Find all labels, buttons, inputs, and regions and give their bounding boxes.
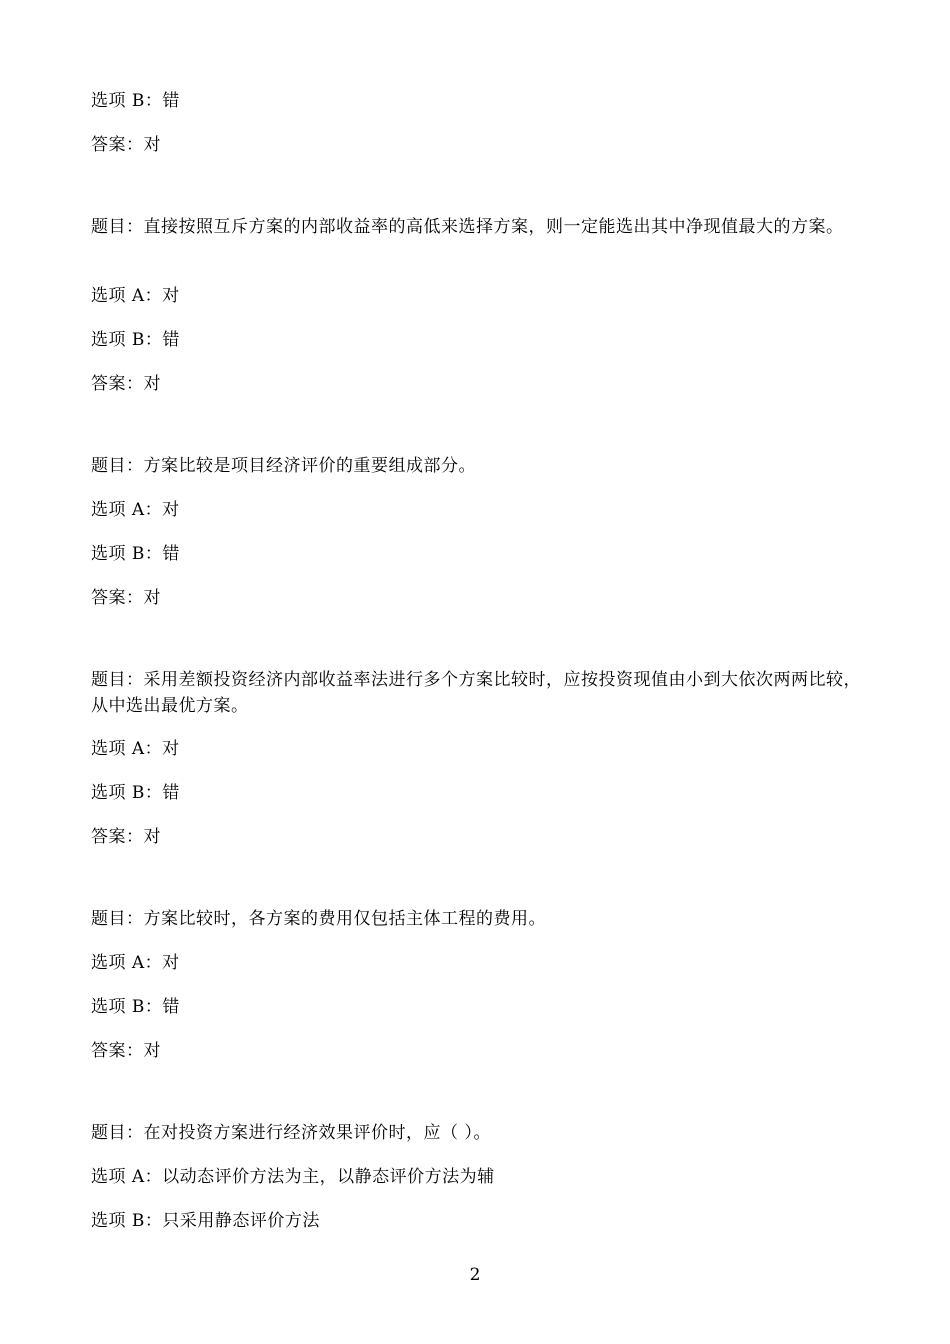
- question: 题目：采用差额投资经济内部收益率法进行多个方案比较时，应按投资现值由小到大依次两两比较，从中选出最优方案。: [91, 670, 861, 716]
- option-b: 选项 B：错: [91, 997, 180, 1017]
- option-a: 选项 A：以动态评价方法为主，以静态评价方法为辅: [91, 1167, 495, 1187]
- option-a: 选项 A：对: [91, 286, 180, 306]
- answer: 答案：对: [91, 135, 161, 155]
- option-b: 选项 B：错: [91, 544, 180, 564]
- question: 题目：直接按照互斥方案的内部收益率的高低来选择方案，则一定能选出其中净现值最大的方案。: [91, 217, 844, 237]
- answer: 答案：对: [91, 374, 161, 394]
- question: 题目：方案比较是项目经济评价的重要组成部分。: [91, 456, 476, 476]
- question: 题目：在对投资方案进行经济效果评价时，应（ ）。: [91, 1123, 491, 1143]
- answer: 答案：对: [91, 1041, 161, 1061]
- question: 题目：方案比较时，各方案的费用仅包括主体工程的费用。: [91, 909, 546, 929]
- page-number: 2: [469, 1265, 481, 1285]
- answer: 答案：对: [91, 827, 161, 847]
- option-a: 选项 A：对: [91, 500, 180, 520]
- option-b: 选项 B：错: [91, 330, 180, 350]
- option-a: 选项 A：对: [91, 739, 180, 759]
- option-b: 选项 B：只采用静态评价方法: [91, 1211, 320, 1231]
- option-b: 选项 B：错: [91, 91, 180, 111]
- option-a: 选项 A：对: [91, 953, 180, 973]
- option-b: 选项 B：错: [91, 783, 180, 803]
- answer: 答案：对: [91, 588, 161, 608]
